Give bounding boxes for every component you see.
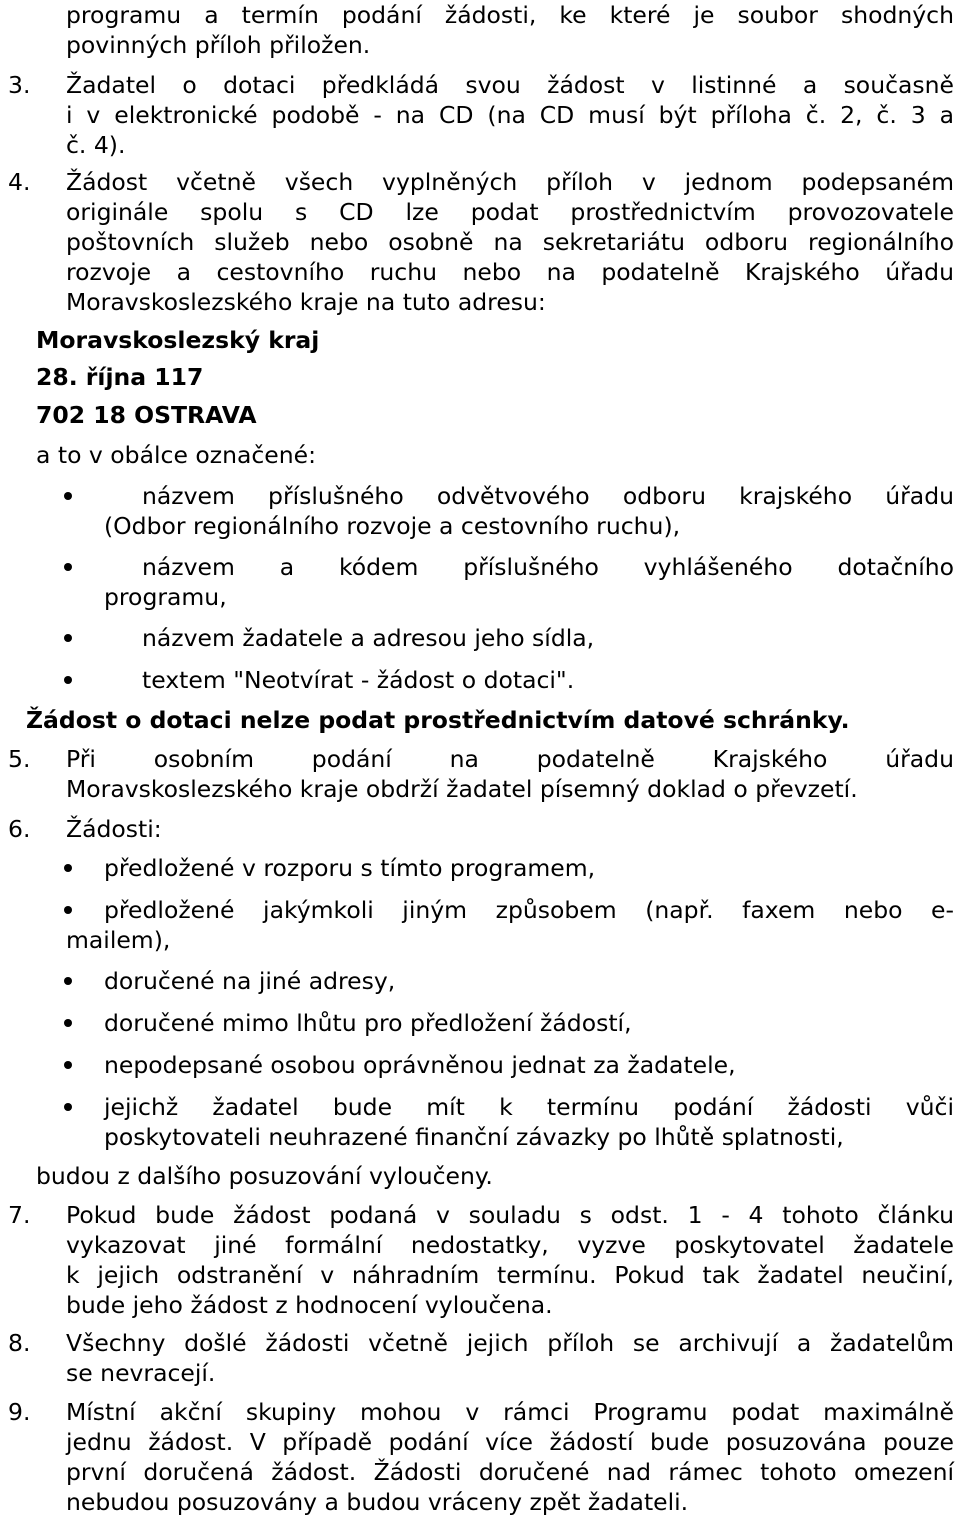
bullet-icon <box>64 1019 72 1027</box>
continuation-line-1: programu a termín podání žádosti, ke které je soubor shodných <box>66 1 954 29</box>
item-3-line-2: i v elektronické podobě - na CD (na CD musí být příloha č. 2, č. 3 a <box>66 101 954 129</box>
item-7-line-2: vykazovat jiné formální nedostatky, vyzve poskytovatel žadatele <box>66 1231 954 1259</box>
item-7-line-1: Pokud bude žádost podaná v souladu s odst. 1 - 4 tohoto článku <box>66 1201 954 1229</box>
envelope-item-3: názvem žadatele a adresou jeho sídla, <box>142 624 595 652</box>
item-4-line-2: originále spolu s CD lze podat prostřednictvím provozovatele <box>66 198 954 226</box>
item-5-number: 5. <box>8 745 31 773</box>
item-6-bullet-2-line-2: mailem), <box>66 926 171 954</box>
bullet-icon <box>64 1103 72 1111</box>
bullet-icon <box>64 676 72 684</box>
item-6-bullet-3: doručené na jiné adresy, <box>104 967 396 995</box>
bullet-icon <box>64 977 72 985</box>
address-line-2: 28. října 117 <box>36 363 204 391</box>
item-6-outro: budou z dalšího posuzování vyloučeny. <box>36 1162 493 1190</box>
envelope-item-4: textem "Neotvírat - žádost o dotaci". <box>142 666 575 694</box>
item-5-line-1: Při osobním podání na podatelně Krajského úřadu <box>66 745 954 773</box>
item-5-line-2: Moravskoslezského kraje obdrží žadatel písemný doklad o převzetí. <box>66 775 858 803</box>
item-4-line-1: Žádost včetně všech vyplněných příloh v jednom podepsaném <box>66 168 954 196</box>
envelope-item-1-line-2: (Odbor regionálního rozvoje a cestovního ruchu), <box>104 512 681 540</box>
envelope-item-2-line-2: programu, <box>104 583 227 611</box>
bullet-icon <box>64 864 72 872</box>
item-6-bullet-5: nepodepsané osobou oprávněnou jednat za žadatele, <box>104 1051 736 1079</box>
item-4-line-5: Moravskoslezského kraje na tuto adresu: <box>66 288 546 316</box>
continuation-line-2: povinných příloh přiložen. <box>66 31 371 59</box>
envelope-intro: a to v obálce označené: <box>36 441 317 469</box>
item-8-number: 8. <box>8 1329 31 1357</box>
item-3-number: 3. <box>8 71 31 99</box>
item-6-bullet-2-line-1: předložené jakýmkoli jiným způsobem (např. faxem nebo e- <box>104 896 954 924</box>
item-9-line-3: první doručená žádost. Žádosti doručené nad rámec tohoto omezení <box>66 1458 954 1486</box>
bullet-icon <box>64 634 72 642</box>
item-6-bullet-4: doručené mimo lhůtu pro předložení žádostí, <box>104 1009 632 1037</box>
item-6-number: 6. <box>8 815 31 843</box>
bullet-icon <box>64 492 72 500</box>
item-6-intro: Žádosti: <box>66 815 162 843</box>
item-8-line-1: Všechny došlé žádosti včetně jejich příloh se archivují a žadatelům <box>66 1329 954 1357</box>
item-3-line-1: Žadatel o dotaci předkládá svou žádost v listinné a současně <box>66 71 954 99</box>
address-line-1: Moravskoslezský kraj <box>36 326 320 354</box>
bullet-icon <box>64 563 72 571</box>
envelope-item-2-line-1: názvem a kódem příslušného vyhlášeného dotačního <box>142 553 954 581</box>
item-6-bullet-1: předložené v rozporu s tímto programem, <box>104 854 596 882</box>
bullet-icon <box>64 906 72 914</box>
item-6-bullet-6-line-2: poskytovateli neuhrazené finanční závazky po lhůtě splatnosti, <box>104 1123 844 1151</box>
item-4-line-4: rozvoje a cestovního ruchu nebo na podatelně Krajského úřadu <box>66 258 954 286</box>
address-line-3: 702 18 OSTRAVA <box>36 401 257 429</box>
item-4-number: 4. <box>8 168 31 196</box>
item-9-number: 9. <box>8 1398 31 1426</box>
item-8-line-2: se nevracejí. <box>66 1359 216 1387</box>
item-9-line-1: Místní akční skupiny mohou v rámci Programu podat maximálně <box>66 1398 954 1426</box>
item-7-number: 7. <box>8 1201 31 1229</box>
item-7-line-3: k jejich odstranění v náhradním termínu. Pokud tak žadatel neučiní, <box>66 1261 954 1289</box>
item-6-bullet-6-line-1: jejichž žadatel bude mít k termínu podání žádosti vůči <box>104 1093 954 1121</box>
item-9-line-2: jednu žádost. V případě podání více žádostí bude posuzována pouze <box>66 1428 954 1456</box>
item-4-line-3: poštovních služeb nebo osobně na sekretariátu odboru regionálního <box>66 228 954 256</box>
item-3-line-3: č. 4). <box>66 131 126 159</box>
item-7-line-4: bude jeho žádost z hodnocení vyloučena. <box>66 1291 553 1319</box>
item-9-line-4: nebudou posuzovány a budou vráceny zpět žadateli. <box>66 1488 689 1516</box>
envelope-item-1-line-1: názvem příslušného odvětvového odboru krajského úřadu <box>142 482 954 510</box>
data-box-notice: Žádost o dotaci nelze podat prostřednictvím datové schránky. <box>26 706 850 734</box>
bullet-icon <box>64 1061 72 1069</box>
